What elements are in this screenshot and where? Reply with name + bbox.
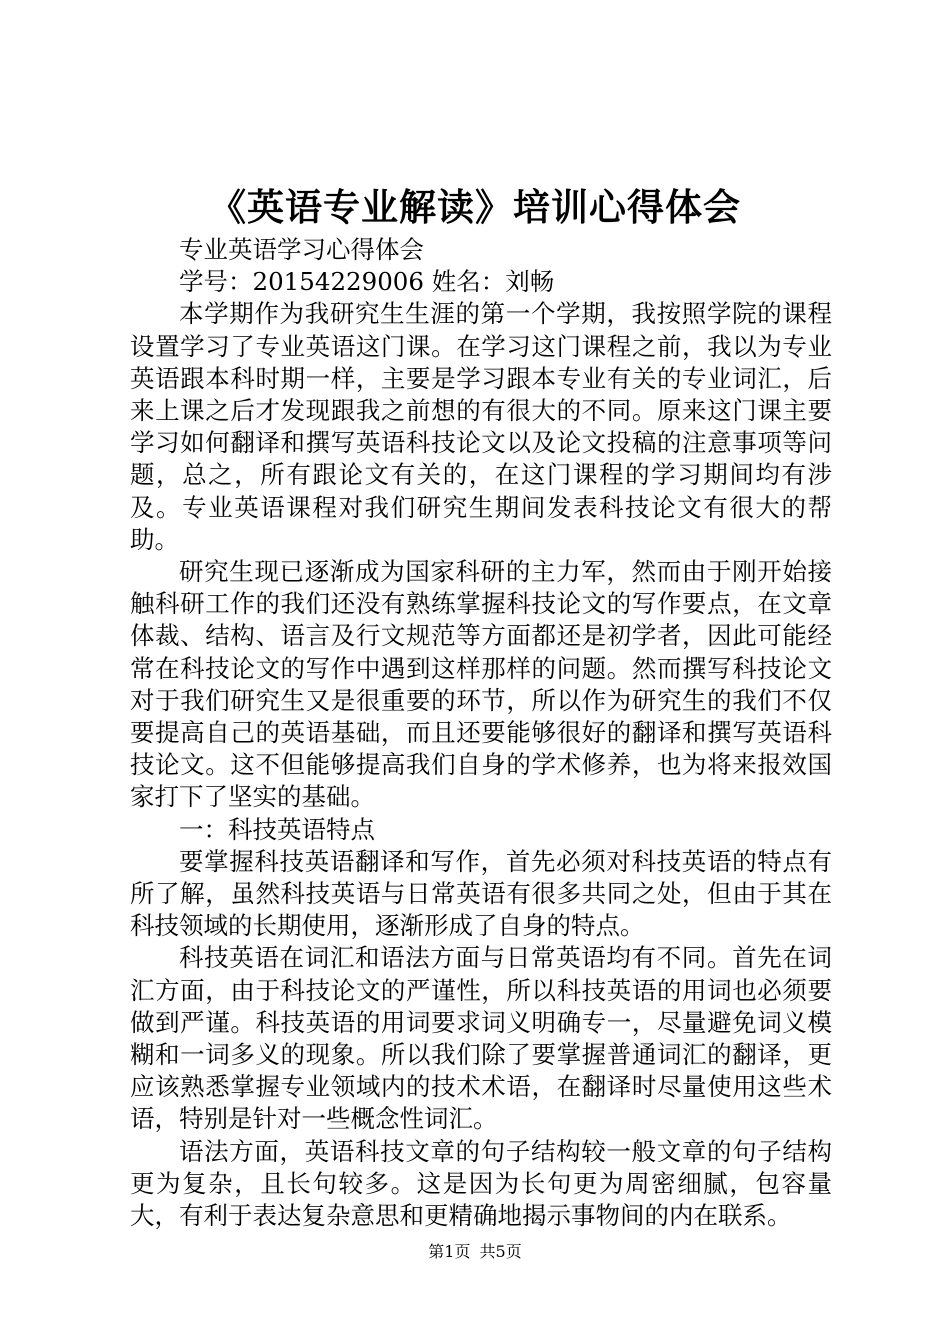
page-number-footer: 第1页 共5页 <box>428 1242 522 1261</box>
body-paragraph: 语法方面，英语科技文章的句子结构较一般文章的句子结构更为复杂，且长句较多。这是因为长句更为周密细腻，包容量大，有利于表达复杂意思和更精确地揭示事物间的内在联系。 <box>130 1136 832 1231</box>
body-paragraph: 要掌握科技英语翻译和写作，首先必须对科技英语的特点有所了解，虽然科技英语与日常英语有很多共同之处，但由于其在科技领域的长期使用，逐渐形成了自身的特点。 <box>130 846 832 941</box>
body-paragraph: 研究生现已逐渐成为国家科研的主力军，然而由于刚开始接触科研工作的我们还没有熟练掌握科技论文的写作要点，在文章体裁、结构、语言及行文规范等方面都还是初学者，因此可能经常在科技论文的写作中遇到这样那样的问题。然而撰写科技论文对于我们研究生又是很重要的环节，所以作为研究生的我们不仅要提高自己的英语基础，而且还要能够很好的翻译和撰写英语科技论文。这不但能够提高我们自身的学术修养，也为将来报效国家打下了坚实的基础。 <box>130 557 832 812</box>
document-body <box>130 234 832 1232</box>
body-paragraph: 科技英语在词汇和语法方面与日常英语均有不同。首先在词汇方面，由于科技论文的严谨性，所以科技英语的用词也必须要做到严谨。科技英语的用词要求词义明确专一，尽量避免词义模糊和一词多义的现象。所以我们除了要掌握普通词汇的翻译，更应该熟悉掌握专业领域内的技术术语，在翻译时尽量使用这些术语，特别是针对一些概念性词汇。 <box>130 943 832 1134</box>
subtitle-paragraph: 专业英语学习心得体会 <box>179 235 424 264</box>
section-heading: 一：科技英语特点 <box>179 814 375 844</box>
student-info-paragraph: 学号：20154229006 姓名：刘畅 <box>179 267 555 297</box>
document-title: 《英语专业解读》培训心得体会 <box>209 185 741 229</box>
body-paragraph: 本学期作为我研究生生涯的第一个学期，我按照学院的课程设置学习了专业英语这门课。在学习这门课程之前，我以为专业英语跟本科时期一样，主要是学习跟本专业有关的专业词汇，后来上课之后才发现跟我之前想的有很大的不同。原来这门课主要学习如何翻译和撰写英语科技论文以及论文投稿的注意事项等问题，总之，所有跟论文有关的，在这门课程的学习期间均有涉及。专业英语课程对我们研究生期间发表科技论文有很大的帮助。 <box>130 299 832 554</box>
